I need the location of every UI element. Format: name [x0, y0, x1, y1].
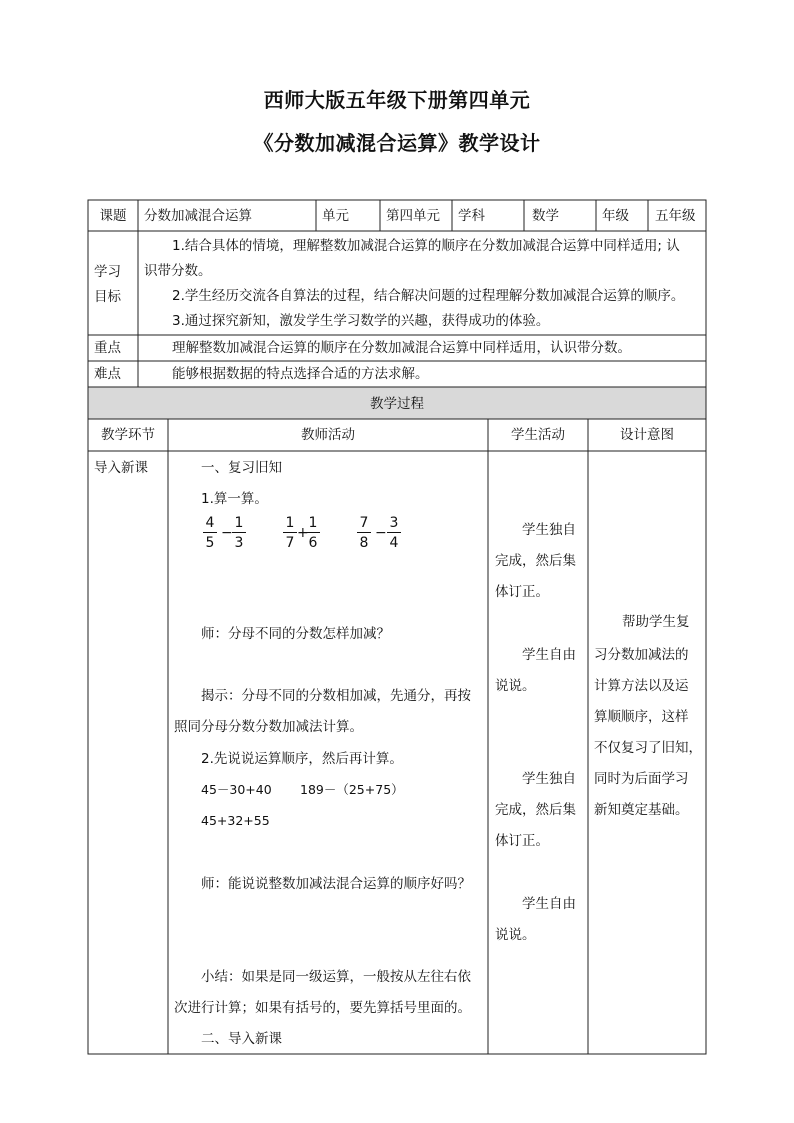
teacher-summary-line1: 小结：如果是同一级运算，一般按从左往右依: [201, 969, 471, 985]
fraction-denominator: 5: [205, 535, 215, 551]
teacher-question-1: 师：分母不同的分数怎样加减？: [201, 626, 390, 642]
teacher-heading-review: 一、复习旧知: [201, 460, 282, 476]
key-point-text: 理解整数加减混合运算的顺序在分数加减混合运算中同样适用，认识带分数。: [172, 340, 631, 356]
student-activity-1-line3: 体订正。: [495, 584, 549, 600]
col-header-student: 学生活动: [511, 427, 565, 443]
difficulty-label: 难点: [94, 366, 121, 382]
operator-minus: −: [221, 525, 233, 541]
fraction-denominator: 6: [308, 535, 318, 551]
document-title: 西师大版五年级下册第四单元: [263, 88, 531, 112]
fraction: [232, 515, 246, 551]
fraction-numerator: 1: [308, 515, 318, 531]
fraction: [387, 515, 401, 551]
goals-label-line1: 学习: [94, 264, 121, 280]
subject-label: 学科: [458, 208, 485, 224]
col-header-stage: 教学环节: [101, 427, 155, 443]
intent-line4: 算顺顺序，这样: [594, 709, 689, 725]
stage-name: 导入新课: [94, 460, 148, 476]
fraction: [283, 515, 297, 551]
grade-value: 五年级: [655, 208, 696, 224]
operator-plus: +: [297, 525, 309, 541]
student-activity-3-line1: 学生独自: [522, 771, 576, 787]
intent-line6: 同时为后面学习: [594, 771, 689, 787]
goal-item-1-line1: 1.结合具体的情境，理解整数加减混合运算的顺序在分数加减混合运算中同样适用; 认: [172, 238, 680, 254]
teacher-hint-line1: 揭示：分母不同的分数相加减，先通分，再按: [201, 688, 471, 704]
lesson-label: 课题: [99, 208, 127, 224]
intent-line3: 计算方法以及运: [594, 678, 689, 694]
fraction: [357, 515, 371, 551]
grade-label: 年级: [602, 208, 629, 224]
fraction-denominator: 3: [234, 535, 244, 551]
fraction: [203, 515, 217, 551]
teacher-task-2: 2.先说说运算顺序，然后再计算。: [201, 751, 403, 767]
fraction-numerator: 4: [205, 515, 215, 531]
goal-item-3: 3.通过探究新知，激发学生学习数学的兴趣，获得成功的体验。: [172, 313, 550, 329]
unit-value: 第四单元: [386, 208, 440, 224]
intent-line5: 不仅复习了旧知，: [594, 740, 702, 756]
fraction-numerator: 7: [359, 515, 369, 531]
fraction: [306, 515, 320, 551]
fraction-denominator: 4: [389, 535, 399, 551]
student-activity-2-line1: 学生自由: [522, 647, 576, 663]
goal-item-2: 2.学生经历交流各自算法的过程，结合解决问题的过程理解分数加减混合运算的顺序。: [172, 288, 685, 304]
teacher-question-2: 师：能说说整数加减法混合运算的顺序好吗？: [201, 876, 471, 892]
fraction-numerator: 3: [389, 515, 399, 531]
intent-line2: 习分数加减法的: [594, 647, 689, 663]
student-activity-3-line3: 体订正。: [495, 833, 549, 849]
process-header: 教学过程: [370, 396, 424, 412]
student-activity-2-line2: 说说。: [495, 678, 536, 694]
intent-line1: 帮助学生复: [622, 614, 690, 630]
student-activity-4-line1: 学生自由: [522, 896, 576, 912]
student-activity-3-line2: 完成，然后集: [495, 802, 576, 818]
fraction-denominator: 7: [285, 535, 295, 551]
subject-value: 数学: [532, 208, 559, 224]
intent-line7: 新知奠定基础。: [594, 802, 689, 818]
student-activity-1-line2: 完成，然后集: [495, 553, 576, 569]
operator-minus: −: [375, 525, 387, 541]
expression-1: 45－30+40: [201, 782, 272, 797]
teacher-summary-line2: 次进行计算；如果有括号的，要先算括号里面的。: [174, 1000, 471, 1016]
key-point-label: 重点: [94, 340, 121, 356]
teacher-task-1: 1.算一算。: [201, 491, 268, 507]
student-activity-1-line1: 学生独自: [522, 522, 576, 538]
expression-3: 45+32+55: [201, 813, 270, 828]
student-activity-4-line2: 说说。: [495, 927, 536, 943]
teacher-hint-line2: 照同分母分数分数加减法计算。: [174, 719, 363, 735]
fraction-denominator: 8: [359, 535, 369, 551]
teacher-heading-new: 二、导入新课: [201, 1031, 282, 1047]
col-header-intent: 设计意图: [620, 427, 674, 443]
fraction-numerator: 1: [285, 515, 295, 531]
difficulty-text: 能够根据数据的特点选择合适的方法求解。: [172, 366, 429, 382]
fraction-numerator: 1: [234, 515, 244, 531]
goal-item-1-line2: 识带分数。: [144, 263, 212, 279]
document-subtitle: 《分数加减混合运算》教学设计: [253, 131, 541, 155]
lesson-value: 分数加减混合运算: [144, 208, 252, 224]
unit-label: 单元: [322, 208, 349, 224]
expression-2: 189－（25+75）: [300, 782, 404, 797]
col-header-teacher: 教师活动: [301, 427, 355, 443]
goals-label-line2: 目标: [94, 289, 121, 305]
